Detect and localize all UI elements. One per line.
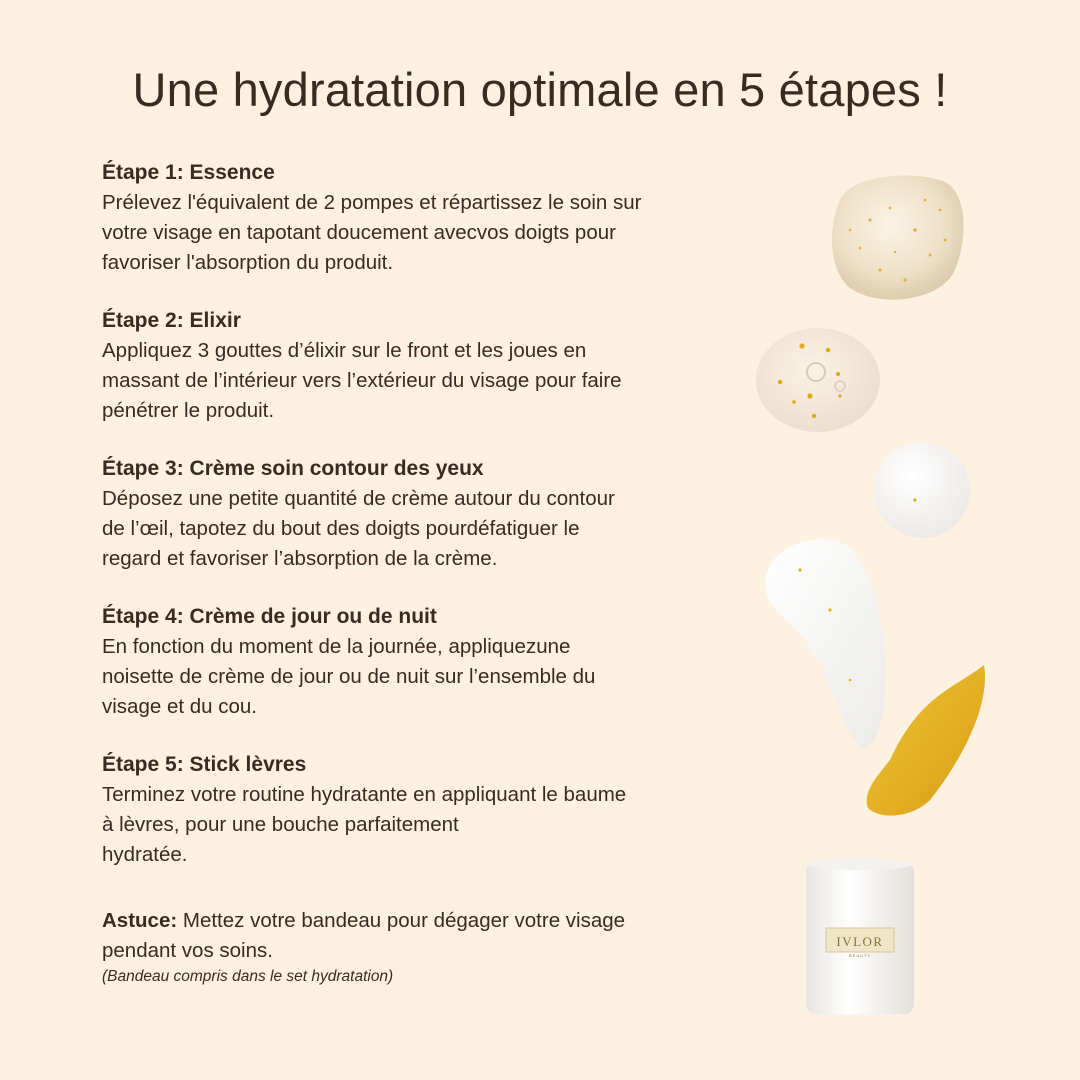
essence-texture — [832, 176, 964, 300]
step-title: Étape 2: Elixir — [102, 309, 241, 332]
product-textures — [740, 160, 1060, 1040]
day-night-cream-texture — [766, 539, 886, 748]
step-title: Étape 4: Crème de jour ou de nuit — [102, 605, 437, 628]
step-4 — [102, 602, 712, 722]
tip-block — [102, 906, 722, 988]
step-body: Terminez votre routine hydratante en appliquant le baume à lèvres, pour une bouche parfaitement hydratée. — [102, 783, 627, 866]
tip-note: (Bandeau compris dans le set hydratation) — [102, 968, 394, 985]
step-5 — [102, 750, 712, 870]
tip-text: Mettez votre bandeau pour dégager votre visage — [177, 909, 626, 932]
brand-sub: BEAUTY — [848, 953, 872, 958]
page-title: Une hydratation optimale en 5 étapes ! — [132, 63, 948, 116]
step-3 — [102, 454, 712, 574]
step-title: Étape 1: Essence — [102, 161, 275, 184]
step-body: Appliquez 3 gouttes d’élixir sur le front et les joues en massant de l’intérieur vers l’extérieur du visage pour faire pénétrer le produit. — [102, 339, 622, 422]
elixir-texture — [756, 328, 880, 432]
tip-label: Astuce: — [102, 909, 178, 932]
step-body: Prélevez l'équivalent de 2 pompes et répartissez le soin sur votre visage en tapotant doucement avecvos doigts pour favoriser l'absorption du produit. — [102, 191, 642, 274]
step-body: Déposez une petite quantité de crème autour du contour de l’œil, tapotez du bout des doigts pourdéfatiguer le regard et favoriser l’absorption de la crème. — [102, 487, 615, 570]
brand-logo: IVLOR — [836, 934, 884, 949]
step-1 — [102, 158, 712, 278]
steps-list — [102, 158, 712, 898]
tip-text-continued: pendant vos soins. — [102, 939, 273, 962]
textures-illustration — [740, 160, 1060, 1040]
eye-cream-texture — [874, 442, 970, 538]
lip-stick-product — [806, 858, 914, 1014]
tip-line — [102, 906, 722, 936]
step-title: Étape 3: Crème soin contour des yeux — [102, 457, 484, 480]
step-title: Étape 5: Stick lèvres — [102, 753, 307, 776]
step-2 — [102, 306, 712, 426]
step-body: En fonction du moment de la journée, appliquezune noisette de crème de jour ou de nuit sur l’ensemble du visage et du cou. — [102, 635, 596, 718]
